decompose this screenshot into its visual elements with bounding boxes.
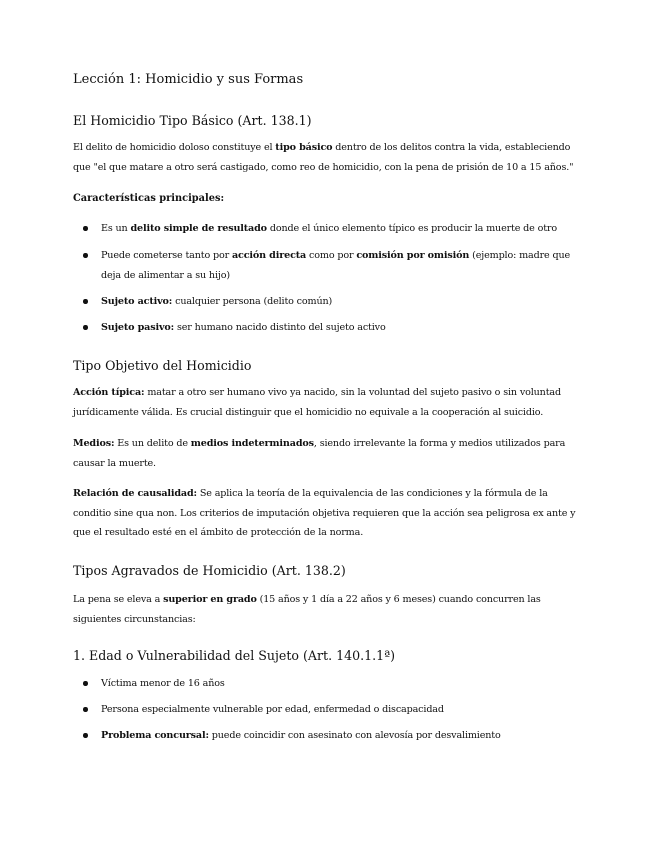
features-label: Características principales: [73, 193, 225, 204]
section-heading-aggravated-types: Tipos Agravados de Homicidio (Art. 138.2) [73, 563, 346, 578]
vulnerability-list-3 [73, 726, 585, 746]
section-heading-basic-homicide: El Homicidio Tipo Básico (Art. 138.1) [73, 113, 312, 128]
features-list-4 [73, 318, 585, 338]
list-item: Problema concursal: puede coincidir con asesinato con alevosía por desvalimiento [73, 726, 585, 746]
vulnerability-list-2 [73, 700, 585, 720]
features-list-3 [73, 292, 585, 312]
aggravated-intro-paragraph: La pena se eleva a superior en grado (15 años y 1 día a 22 años y 6 meses) cuando concurren las siguientes circunstancias: [73, 594, 541, 625]
causality-paragraph: Relación de causalidad: Se aplica la teoría de la equivalencia de las condiciones y la fórmula de la conditio sine qua non. Los criterios de imputación objetiva requieren que la acción sea peligrosa ex ante y que el resultado esté en el ámbito de protección de la norma. [73, 488, 576, 538]
list-item: Es un delito simple de resultado donde el único elemento típico es producir la muerte de otro [73, 219, 585, 239]
section-heading-objective-type: Tipo Objetivo del Homicidio [73, 358, 252, 373]
section-heading-age-vulnerability: 1. Edad o Vulnerabilidad del Sujeto (Art. 140.1.1ª) [73, 648, 396, 663]
list-item: Víctima menor de 16 años [73, 674, 585, 694]
vulnerability-list [73, 674, 585, 694]
list-item: Sujeto pasivo: ser humano nacido distinto del sujeto activo [73, 318, 585, 338]
list-item: Sujeto activo: cualquier persona (delito común) [73, 292, 585, 312]
intro-paragraph: El delito de homicidio doloso constituye el tipo básico dentro de los delitos contra la vida, estableciendo que "el que matare a otro será castigado, como reo de homicidio, con la pena de prisión de 10 a 15 años." [73, 142, 574, 173]
list-item: Puede cometerse tanto por acción directa como por comisión por omisión (ejemplo: madre que deja de alimentar a su hijo) [73, 246, 585, 285]
features-list [73, 219, 585, 239]
lesson-title: Lección 1: Homicidio y sus Formas [73, 72, 304, 87]
typical-action-paragraph: Acción típica: matar a otro ser humano vivo ya nacido, sin la voluntad del sujeto pasivo o sin voluntad jurídicamente válida. Es crucial distinguir que el homicidio no equivale a la cooperación al suicidio. [73, 387, 561, 418]
features-list-2 [73, 246, 585, 285]
means-paragraph: Medios: Es un delito de medios indeterminados, siendo irrelevante la forma y medios utilizados para causar la muerte. [73, 438, 566, 469]
list-item: Persona especialmente vulnerable por edad, enfermedad o discapacidad [73, 700, 585, 720]
